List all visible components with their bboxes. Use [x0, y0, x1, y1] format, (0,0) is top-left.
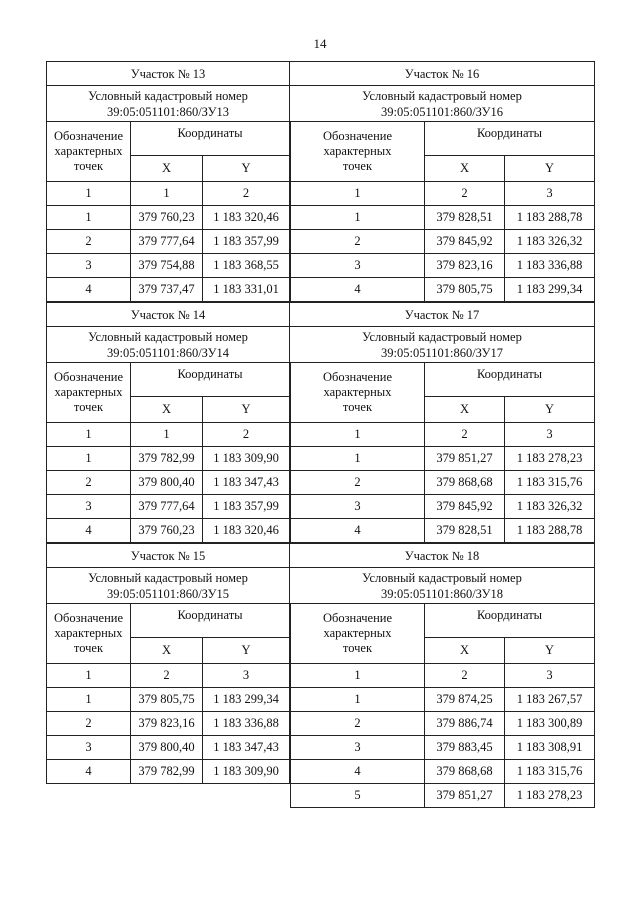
cadastral-number [46, 85, 290, 121]
coordinates-table [290, 121, 595, 302]
cadastral-number [46, 567, 290, 603]
coordinates-table [46, 121, 290, 302]
point-number: 3 [47, 254, 131, 278]
header-row [47, 122, 290, 156]
coordinates-header: Координаты [425, 122, 595, 156]
y-value: 1 183 315,76 [505, 471, 595, 495]
y-value: 1 183 368,55 [203, 254, 290, 278]
point-number: 3 [47, 495, 131, 519]
parcel-title: Участок № 16 [290, 61, 595, 85]
x-value: 379 851,27 [425, 784, 505, 808]
point-number: 4 [47, 519, 131, 543]
y-value: 1 183 347,43 [203, 736, 290, 760]
y-value: 1 183 331,01 [203, 278, 290, 302]
table-row [291, 447, 595, 471]
point-number: 2 [47, 471, 131, 495]
x-value: 379 828,51 [425, 206, 505, 230]
x-value: 379 754,88 [131, 254, 203, 278]
table-row [291, 712, 595, 736]
y-value: 1 183 320,46 [203, 519, 290, 543]
parcel-block [290, 61, 595, 302]
coordinates-header: Координаты [131, 604, 290, 638]
cadastral-value: 39:05:051101:860/ЗУ16 [381, 105, 503, 119]
index-cell: 2 [425, 423, 505, 447]
parcel-title: Участок № 18 [290, 543, 595, 567]
x-header: X [425, 397, 505, 423]
x-value: 379 777,64 [131, 230, 203, 254]
table-row [291, 495, 595, 519]
point-number: 3 [291, 495, 425, 519]
right-column [290, 61, 595, 808]
table-row [47, 712, 290, 736]
oboz-header: Обозначение характерных точек [291, 122, 425, 182]
table-row [291, 784, 595, 808]
cadastral-number [46, 326, 290, 362]
y-value: 1 183 288,78 [505, 519, 595, 543]
point-number: 2 [47, 712, 131, 736]
y-value: 1 183 309,90 [203, 447, 290, 471]
parcel-title: Участок № 14 [46, 302, 290, 326]
coordinates-header: Координаты [425, 604, 595, 638]
point-number: 1 [291, 688, 425, 712]
table-row [291, 254, 595, 278]
y-value: 1 183 278,23 [505, 447, 595, 471]
point-number: 2 [291, 471, 425, 495]
point-number: 1 [47, 206, 131, 230]
index-cell: 3 [203, 664, 290, 688]
index-cell: 2 [425, 664, 505, 688]
parcel-block [46, 302, 290, 543]
table-row [47, 688, 290, 712]
table-row [291, 206, 595, 230]
y-value: 1 183 309,90 [203, 760, 290, 784]
x-value: 379 874,25 [425, 688, 505, 712]
cadastral-label: Условный кадастровый номер [88, 89, 248, 103]
point-number: 2 [291, 230, 425, 254]
cadastral-label: Условный кадастровый номер [362, 330, 522, 344]
cadastral-number [290, 326, 595, 362]
point-number: 5 [291, 784, 425, 808]
oboz-header: Обозначение характерных точек [47, 363, 131, 423]
point-number: 3 [47, 736, 131, 760]
x-header: X [131, 397, 203, 423]
cadastral-value: 39:05:051101:860/ЗУ14 [107, 346, 229, 360]
x-value: 379 823,16 [425, 254, 505, 278]
table-row [291, 688, 595, 712]
left-column [46, 61, 290, 784]
point-number: 4 [291, 760, 425, 784]
table-row [47, 471, 290, 495]
x-value: 379 845,92 [425, 230, 505, 254]
table-row [47, 447, 290, 471]
y-value: 1 183 357,99 [203, 230, 290, 254]
parcel-title: Участок № 17 [290, 302, 595, 326]
y-header: Y [203, 156, 290, 182]
x-value: 379 845,92 [425, 495, 505, 519]
y-value: 1 183 357,99 [203, 495, 290, 519]
y-header: Y [505, 397, 595, 423]
point-number: 1 [291, 447, 425, 471]
x-value: 379 868,68 [425, 760, 505, 784]
y-value: 1 183 300,89 [505, 712, 595, 736]
x-value: 379 868,68 [425, 471, 505, 495]
cadastral-label: Условный кадастровый номер [362, 571, 522, 585]
point-number: 3 [291, 254, 425, 278]
table-row [47, 278, 290, 302]
cadastral-number [290, 567, 595, 603]
x-value: 379 800,40 [131, 736, 203, 760]
cadastral-number [290, 85, 595, 121]
table-row [47, 254, 290, 278]
x-header: X [131, 156, 203, 182]
table-row [47, 760, 290, 784]
x-value: 379 883,45 [425, 736, 505, 760]
index-cell: 1 [131, 182, 203, 206]
y-header: Y [505, 638, 595, 664]
index-cell: 3 [505, 664, 595, 688]
oboz-header: Обозначение характерных точек [47, 604, 131, 664]
index-cell: 2 [131, 664, 203, 688]
point-number: 1 [47, 447, 131, 471]
index-cell: 3 [505, 423, 595, 447]
index-cell: 1 [47, 182, 131, 206]
point-number: 4 [291, 519, 425, 543]
cadastral-label: Условный кадастровый номер [88, 330, 248, 344]
header-row [291, 363, 595, 397]
header-row [291, 604, 595, 638]
point-number: 2 [291, 712, 425, 736]
x-value: 379 805,75 [425, 278, 505, 302]
index-row [291, 664, 595, 688]
x-value: 379 800,40 [131, 471, 203, 495]
cadastral-value: 39:05:051101:860/ЗУ13 [107, 105, 229, 119]
coordinates-table [46, 362, 290, 543]
header-row [291, 122, 595, 156]
table-row [47, 495, 290, 519]
table-row [291, 278, 595, 302]
index-row [291, 182, 595, 206]
y-value: 1 183 299,34 [505, 278, 595, 302]
coordinates-header: Координаты [131, 363, 290, 397]
x-value: 379 782,99 [131, 447, 203, 471]
x-value: 379 777,64 [131, 495, 203, 519]
index-row [47, 182, 290, 206]
y-value: 1 183 288,78 [505, 206, 595, 230]
parcel-block [290, 302, 595, 543]
cadastral-value: 39:05:051101:860/ЗУ17 [381, 346, 503, 360]
x-value: 379 828,51 [425, 519, 505, 543]
index-cell: 1 [291, 664, 425, 688]
y-value: 1 183 326,32 [505, 495, 595, 519]
y-value: 1 183 347,43 [203, 471, 290, 495]
y-value: 1 183 326,32 [505, 230, 595, 254]
x-value: 379 760,23 [131, 519, 203, 543]
y-header: Y [203, 638, 290, 664]
cadastral-value: 39:05:051101:860/ЗУ15 [107, 587, 229, 601]
point-number: 4 [47, 278, 131, 302]
table-row [291, 230, 595, 254]
x-value: 379 851,27 [425, 447, 505, 471]
y-value: 1 183 336,88 [505, 254, 595, 278]
index-cell: 2 [425, 182, 505, 206]
table-row [47, 206, 290, 230]
x-header: X [131, 638, 203, 664]
cadastral-label: Условный кадастровый номер [362, 89, 522, 103]
table-row [47, 519, 290, 543]
y-value: 1 183 299,34 [203, 688, 290, 712]
oboz-header: Обозначение характерных точек [291, 604, 425, 664]
y-header: Y [203, 397, 290, 423]
coordinates-table [46, 603, 290, 784]
cadastral-label: Условный кадастровый номер [88, 571, 248, 585]
parcel-title: Участок № 13 [46, 61, 290, 85]
x-header: X [425, 156, 505, 182]
index-cell: 1 [131, 423, 203, 447]
y-value: 1 183 315,76 [505, 760, 595, 784]
y-value: 1 183 320,46 [203, 206, 290, 230]
index-cell: 1 [47, 664, 131, 688]
point-number: 4 [47, 760, 131, 784]
point-number: 1 [47, 688, 131, 712]
table-row [47, 736, 290, 760]
point-number: 3 [291, 736, 425, 760]
index-cell: 1 [47, 423, 131, 447]
coordinates-header: Координаты [131, 122, 290, 156]
point-number: 2 [47, 230, 131, 254]
header-row [47, 363, 290, 397]
x-value: 379 823,16 [131, 712, 203, 736]
y-value: 1 183 267,57 [505, 688, 595, 712]
coordinates-table [290, 362, 595, 543]
point-number: 1 [291, 206, 425, 230]
table-row [291, 760, 595, 784]
parcel-block [46, 543, 290, 784]
index-row [291, 423, 595, 447]
parcel-title: Участок № 15 [46, 543, 290, 567]
parcel-block [46, 61, 290, 302]
table-row [291, 519, 595, 543]
y-header: Y [505, 156, 595, 182]
index-cell: 1 [291, 182, 425, 206]
page-number: 14 [313, 36, 327, 51]
x-value: 379 737,47 [131, 278, 203, 302]
y-value: 1 183 336,88 [203, 712, 290, 736]
oboz-header: Обозначение характерных точек [47, 122, 131, 182]
x-value: 379 760,23 [131, 206, 203, 230]
parcel-block [290, 543, 595, 808]
index-cell: 3 [505, 182, 595, 206]
y-value: 1 183 308,91 [505, 736, 595, 760]
header-row [47, 604, 290, 638]
table-row [47, 230, 290, 254]
table-row [291, 471, 595, 495]
index-cell: 2 [203, 182, 290, 206]
index-cell: 2 [203, 423, 290, 447]
table-row [291, 736, 595, 760]
x-value: 379 805,75 [131, 688, 203, 712]
coordinates-table [290, 603, 595, 808]
x-value: 379 782,99 [131, 760, 203, 784]
y-value: 1 183 278,23 [505, 784, 595, 808]
index-row [47, 423, 290, 447]
x-value: 379 886,74 [425, 712, 505, 736]
x-header: X [425, 638, 505, 664]
index-row [47, 664, 290, 688]
oboz-header: Обозначение характерных точек [291, 363, 425, 423]
point-number: 4 [291, 278, 425, 302]
coordinates-header: Координаты [425, 363, 595, 397]
index-cell: 1 [291, 423, 425, 447]
cadastral-value: 39:05:051101:860/ЗУ18 [381, 587, 503, 601]
